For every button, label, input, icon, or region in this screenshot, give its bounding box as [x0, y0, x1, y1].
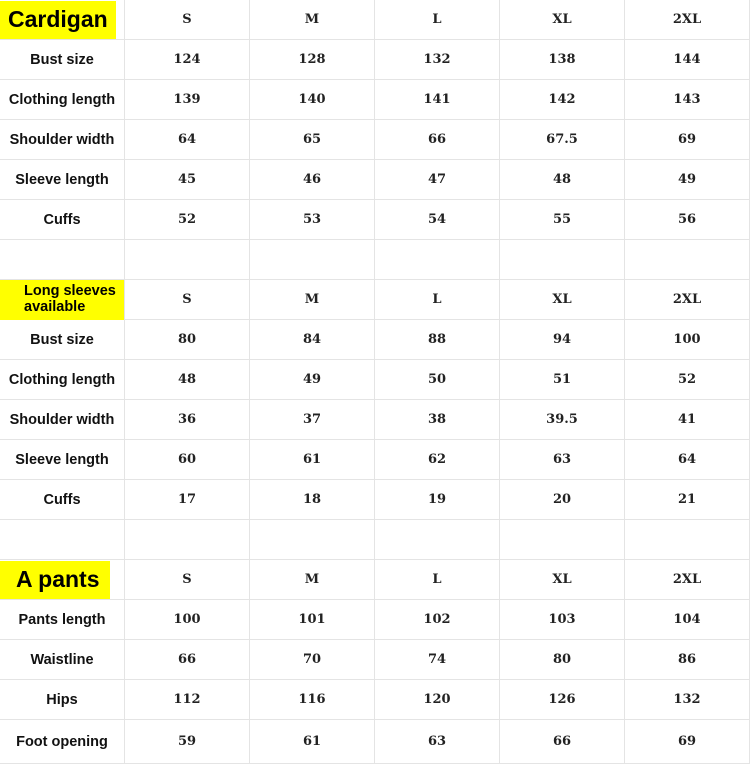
spacer-cell [0, 240, 125, 280]
table-cell: 69 [625, 720, 750, 764]
row-label: Foot opening [0, 720, 125, 764]
table-cell: 63 [500, 440, 625, 480]
section-title-long-sleeves: Long sleeves available [0, 280, 124, 320]
row-label: Pants length [0, 600, 125, 640]
table-cell: 61 [250, 440, 375, 480]
table-cell: 62 [375, 440, 500, 480]
table-cell: 49 [625, 160, 750, 200]
table-cell: 144 [625, 40, 750, 80]
spacer-cell [500, 240, 625, 280]
table-cell: 84 [250, 320, 375, 360]
row-label: Bust size [0, 40, 125, 80]
section-title-a-pants: A pants [0, 561, 110, 599]
size-header-l: L [375, 280, 500, 320]
table-cell: 59 [125, 720, 250, 764]
table-cell: 94 [500, 320, 625, 360]
table-cell: 112 [125, 680, 250, 720]
table-cell: 51 [500, 360, 625, 400]
section-title-cell [0, 0, 125, 40]
row-label: Bust size [0, 320, 125, 360]
table-cell: 64 [125, 120, 250, 160]
table-cell: 48 [125, 360, 250, 400]
table-cell: 65 [250, 120, 375, 160]
size-header-2xl: 2XL [625, 280, 750, 320]
table-cell: 49 [250, 360, 375, 400]
table-cell: 53 [250, 200, 375, 240]
table-cell: 132 [625, 680, 750, 720]
table-cell: 86 [625, 640, 750, 680]
table-cell: 52 [125, 200, 250, 240]
table-cell: 60 [125, 440, 250, 480]
table-cell: 126 [500, 680, 625, 720]
section-title-cell [0, 280, 125, 320]
spacer-cell [625, 240, 750, 280]
table-cell: 74 [375, 640, 500, 680]
table-cell: 101 [250, 600, 375, 640]
table-cell: 70 [250, 640, 375, 680]
table-cell: 132 [375, 40, 500, 80]
table-cell: 100 [125, 600, 250, 640]
table-cell: 19 [375, 480, 500, 520]
table-cell: 17 [125, 480, 250, 520]
table-cell: 36 [125, 400, 250, 440]
table-cell: 128 [250, 40, 375, 80]
spacer-cell [125, 240, 250, 280]
row-label: Waistline [0, 640, 125, 680]
size-header-m: M [250, 280, 375, 320]
table-cell: 37 [250, 400, 375, 440]
row-label: Shoulder width [0, 120, 125, 160]
table-cell: 21 [625, 480, 750, 520]
table-cell: 116 [250, 680, 375, 720]
size-header-s: S [125, 280, 250, 320]
table-cell: 66 [375, 120, 500, 160]
table-cell: 67.5 [500, 120, 625, 160]
size-header-s: S [125, 560, 250, 600]
size-header-2xl: 2XL [625, 0, 750, 40]
row-label: Clothing length [0, 360, 125, 400]
section-title-cardigan: Cardigan [0, 1, 116, 39]
table-cell: 104 [625, 600, 750, 640]
size-header-m: M [250, 560, 375, 600]
table-cell: 47 [375, 160, 500, 200]
table-cell: 18 [250, 480, 375, 520]
spacer-cell [500, 520, 625, 560]
table-cell: 141 [375, 80, 500, 120]
table-cell: 69 [625, 120, 750, 160]
row-label: Cuffs [0, 480, 125, 520]
size-header-l: L [375, 560, 500, 600]
spacer-cell [125, 520, 250, 560]
table-cell: 142 [500, 80, 625, 120]
spacer-cell [250, 520, 375, 560]
size-header-m: M [250, 0, 375, 40]
table-cell: 46 [250, 160, 375, 200]
size-header-xl: XL [500, 560, 625, 600]
size-header-xl: XL [500, 280, 625, 320]
table-cell: 20 [500, 480, 625, 520]
spacer-cell [250, 240, 375, 280]
table-cell: 80 [125, 320, 250, 360]
table-cell: 100 [625, 320, 750, 360]
size-header-2xl: 2XL [625, 560, 750, 600]
table-cell: 66 [125, 640, 250, 680]
table-cell: 39.5 [500, 400, 625, 440]
table-cell: 48 [500, 160, 625, 200]
table-cell: 54 [375, 200, 500, 240]
size-header-xl: XL [500, 0, 625, 40]
table-cell: 56 [625, 200, 750, 240]
table-cell: 124 [125, 40, 250, 80]
table-cell: 143 [625, 80, 750, 120]
table-cell: 138 [500, 40, 625, 80]
table-cell: 63 [375, 720, 500, 764]
size-header-l: L [375, 0, 500, 40]
table-cell: 66 [500, 720, 625, 764]
size-header-s: S [125, 0, 250, 40]
table-cell: 102 [375, 600, 500, 640]
spacer-cell [625, 520, 750, 560]
table-cell: 38 [375, 400, 500, 440]
row-label: Shoulder width [0, 400, 125, 440]
table-cell: 61 [250, 720, 375, 764]
row-label: Clothing length [0, 80, 125, 120]
table-cell: 64 [625, 440, 750, 480]
table-cell: 103 [500, 600, 625, 640]
row-label: Hips [0, 680, 125, 720]
table-cell: 140 [250, 80, 375, 120]
table-cell: 52 [625, 360, 750, 400]
row-label: Sleeve length [0, 160, 125, 200]
table-cell: 41 [625, 400, 750, 440]
table-cell: 139 [125, 80, 250, 120]
table-cell: 120 [375, 680, 500, 720]
table-cell: 55 [500, 200, 625, 240]
spacer-cell [0, 520, 125, 560]
table-cell: 80 [500, 640, 625, 680]
row-label: Sleeve length [0, 440, 125, 480]
table-cell: 50 [375, 360, 500, 400]
table-cell: 45 [125, 160, 250, 200]
table-cell: 88 [375, 320, 500, 360]
spacer-cell [375, 520, 500, 560]
row-label: Cuffs [0, 200, 125, 240]
section-title-cell [0, 560, 125, 600]
spacer-cell [375, 240, 500, 280]
